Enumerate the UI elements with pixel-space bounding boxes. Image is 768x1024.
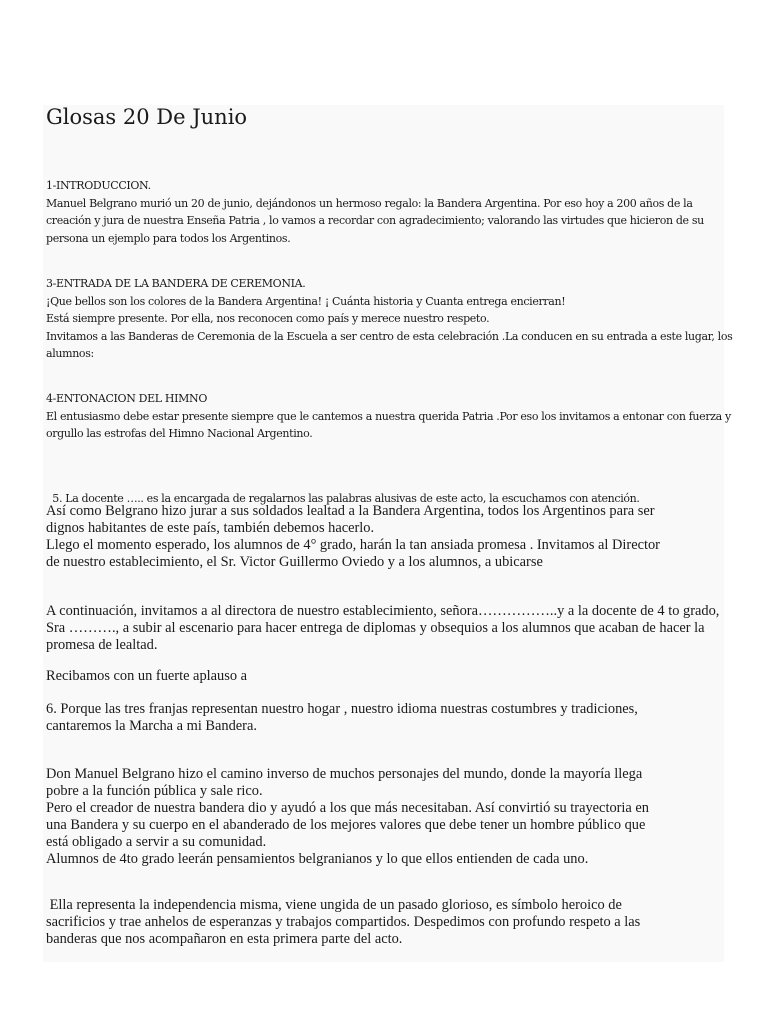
section-entrada-bandera bbox=[46, 275, 733, 363]
text-line: Alumnos de 4to grado leerán pensamientos belgranianos y lo que ellos entienden de cada uno. bbox=[46, 851, 589, 867]
text-line: sacrificios y trae anhelos de esperanzas y trabajos compartidos. Despedimos con profundo respeto a las bbox=[46, 914, 641, 930]
section-heading: 3-ENTRADA DE LA BANDERA DE CEREMONIA. bbox=[46, 277, 306, 290]
text-line: Don Manuel Belgrano hizo el camino inverso de muchos personajes del mundo, donde la mayoría llega bbox=[46, 766, 643, 782]
text-line: 5. La docente ….. es la encargada de regalarnos las palabras alusivas de este acto, la escuchamos con atención. bbox=[46, 492, 640, 505]
text-line: Así como Belgrano hizo jurar a sus soldados lealtad a la Bandera Argentina, todos los Argentinos para ser bbox=[46, 503, 655, 519]
paragraph-aplauso bbox=[46, 668, 716, 685]
text-line: A continuación, invitamos a al directora de nuestro establecimiento, señora……………..y a la docente de 4 to grado, bbox=[46, 603, 720, 619]
section-heading: 1-INTRODUCCION. bbox=[46, 179, 151, 192]
text-line: El entusiasmo debe estar presente siempre que le cantemos a nuestra querida Patria .Por eso los invitamos a entonar con fuerza y bbox=[46, 409, 731, 423]
text-line: está obligado a servir a su comunidad. bbox=[46, 834, 267, 850]
text-line: Sra ………., a subir al escenario para hacer entrega de diplomas y obsequios a los alumnos que acaban de hacer la bbox=[46, 620, 705, 636]
paragraph-promesa bbox=[46, 503, 716, 571]
text-line: Ella representa la independencia misma, viene ungida de un pasado glorioso, es símbolo heroico de bbox=[46, 897, 622, 913]
text-line: banderas que nos acompañaron en esta primera parte del acto. bbox=[46, 931, 403, 947]
section-heading: 4-ENTONACION DEL HIMNO bbox=[46, 392, 207, 405]
paragraph-diplomas bbox=[46, 603, 720, 654]
section-introduccion bbox=[46, 177, 716, 247]
text-line: ¡Que bellos son los colores de la Bandera Argentina! ¡ Cuánta historia y Cuanta entrega encierran! bbox=[46, 294, 566, 308]
text-line: promesa de lealtad. bbox=[46, 637, 158, 653]
text-line: orgullo las estrofas del Himno Nacional Argentino. bbox=[46, 427, 313, 440]
text-line: Invitamos a las Banderas de Ceremonia de la Escuela a ser centro de esta celebración .La conducen en su entrada a este lugar, los bbox=[46, 329, 733, 343]
document-title: Glosas 20 De Junio bbox=[46, 105, 248, 129]
text-line: una Bandera y su cuerpo en el abanderado de los mejores valores que debe tener un hombre público que bbox=[46, 817, 646, 833]
paragraph-despedida bbox=[46, 897, 716, 948]
paragraph-marcha bbox=[46, 701, 716, 735]
text-line: dignos habitantes de este país, también debemos hacerlo. bbox=[46, 520, 375, 536]
text-line: creación y jura de nuestra Enseña Patria , lo vamos a recordar con agradecimiento; valorando las virtudes que hicieron de su bbox=[46, 214, 704, 227]
text-line: Manuel Belgrano murió un 20 de junio, dejándonos un hermoso regalo: la Bandera Argentina. Por eso hoy a 200 años de la bbox=[46, 196, 693, 210]
text-line: Está siempre presente. Por ella, nos reconocen como país y merece nuestro respeto. bbox=[46, 312, 490, 325]
text-line: 6. Porque las tres franjas representan nuestro hogar , nuestro idioma nuestras costumbres y tradiciones, bbox=[46, 701, 638, 717]
paragraph-belgrano bbox=[46, 766, 716, 868]
text-line: Pero el creador de nuestra bandera dio y ayudó a los que más necesitaban. Así convirtió su trayectoria en bbox=[46, 800, 649, 816]
text-line: de nuestro establecimiento, el Sr. Victor Guillermo Oviedo y a los alumnos, a ubicarse bbox=[46, 554, 543, 570]
section-entonacion-himno bbox=[46, 390, 731, 443]
text-line: cantaremos la Marcha a mi Bandera. bbox=[46, 718, 257, 734]
text-line: Recibamos con un fuerte aplauso a bbox=[46, 668, 247, 684]
text-line: persona un ejemplo para todos los Argentinos. bbox=[46, 231, 291, 245]
text-line: alumnos: bbox=[46, 347, 94, 360]
text-line: pobre a la función pública y sale rico. bbox=[46, 783, 263, 799]
text-line: Llego el momento esperado, los alumnos de 4° grado, harán la tan ansiada promesa . Invitamos al Director bbox=[46, 537, 660, 553]
